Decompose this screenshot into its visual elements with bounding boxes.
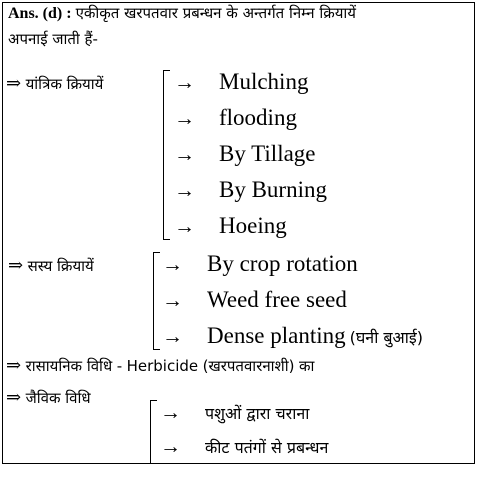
answer-label: Ans. (d) : (8, 5, 72, 22)
right-arrow-icon: → (174, 70, 195, 94)
right-arrow-icon: → (162, 324, 183, 348)
mechanical-label: यांत्रिक क्रियायें (25, 75, 104, 93)
mechanical-group-heading (6, 74, 103, 92)
crop-label: सस्य क्रियायें (27, 257, 94, 275)
list-item (162, 288, 347, 311)
list-item-text: By crop rotation (207, 251, 358, 276)
right-arrow-icon: → (160, 434, 181, 458)
list-item (160, 436, 328, 457)
list-item (174, 178, 327, 201)
list-item-text: Hoeing (219, 213, 287, 238)
list-item (162, 324, 423, 347)
chemical-dash: - (116, 357, 123, 375)
crop-group-heading (8, 256, 94, 274)
answer-header (8, 6, 356, 22)
chemical-tail: का (298, 357, 315, 375)
list-item-text: Weed free seed (207, 287, 347, 312)
list-item-text: पशुओं द्वारा चराना (205, 404, 310, 423)
right-arrow-icon: → (174, 106, 195, 130)
chemical-group-line (6, 356, 314, 374)
list-item-text: flooding (219, 105, 297, 130)
list-item (174, 70, 308, 93)
list-item-text: By Burning (219, 177, 327, 202)
right-arrow-icon: → (162, 252, 183, 276)
chemical-paren: (खरपतवारनाशी) (202, 357, 295, 375)
header-line-2: अपनाई जाती हैं- (8, 30, 98, 48)
biological-group-heading (6, 388, 91, 406)
implies-arrow-icon: ⇒ (6, 73, 22, 93)
list-item-note: (घनी बुआई) (349, 328, 424, 347)
implies-arrow-icon: ⇒ (6, 387, 22, 407)
right-arrow-icon: → (174, 142, 195, 166)
biological-bracket (150, 400, 157, 464)
list-item-text: Dense planting (207, 323, 346, 348)
list-item-text: कीट पतंगों से प्रबन्धन (205, 438, 329, 457)
chemical-label: रासायनिक विधि (25, 357, 113, 375)
biological-label: जैविक विधि (25, 389, 91, 407)
mechanical-bracket (163, 70, 170, 240)
implies-arrow-icon: ⇒ (8, 255, 24, 275)
implies-arrow-icon: ⇒ (6, 355, 22, 375)
list-item-text: By Tillage (219, 141, 316, 166)
right-arrow-icon: → (174, 178, 195, 202)
list-item (174, 142, 316, 165)
crop-bracket (153, 252, 160, 350)
list-item (162, 252, 358, 275)
list-item-text: Mulching (219, 69, 309, 94)
list-item (160, 402, 309, 423)
list-item (174, 214, 287, 237)
chemical-term: Herbicide (126, 357, 199, 375)
list-item (174, 106, 297, 129)
right-arrow-icon: → (160, 400, 181, 424)
right-arrow-icon: → (174, 214, 195, 238)
header-line-1: एकीकृत खरपतवार प्रबन्धन के अन्तर्गत निम्न क्रियायें (75, 4, 357, 22)
right-arrow-icon: → (162, 288, 183, 312)
